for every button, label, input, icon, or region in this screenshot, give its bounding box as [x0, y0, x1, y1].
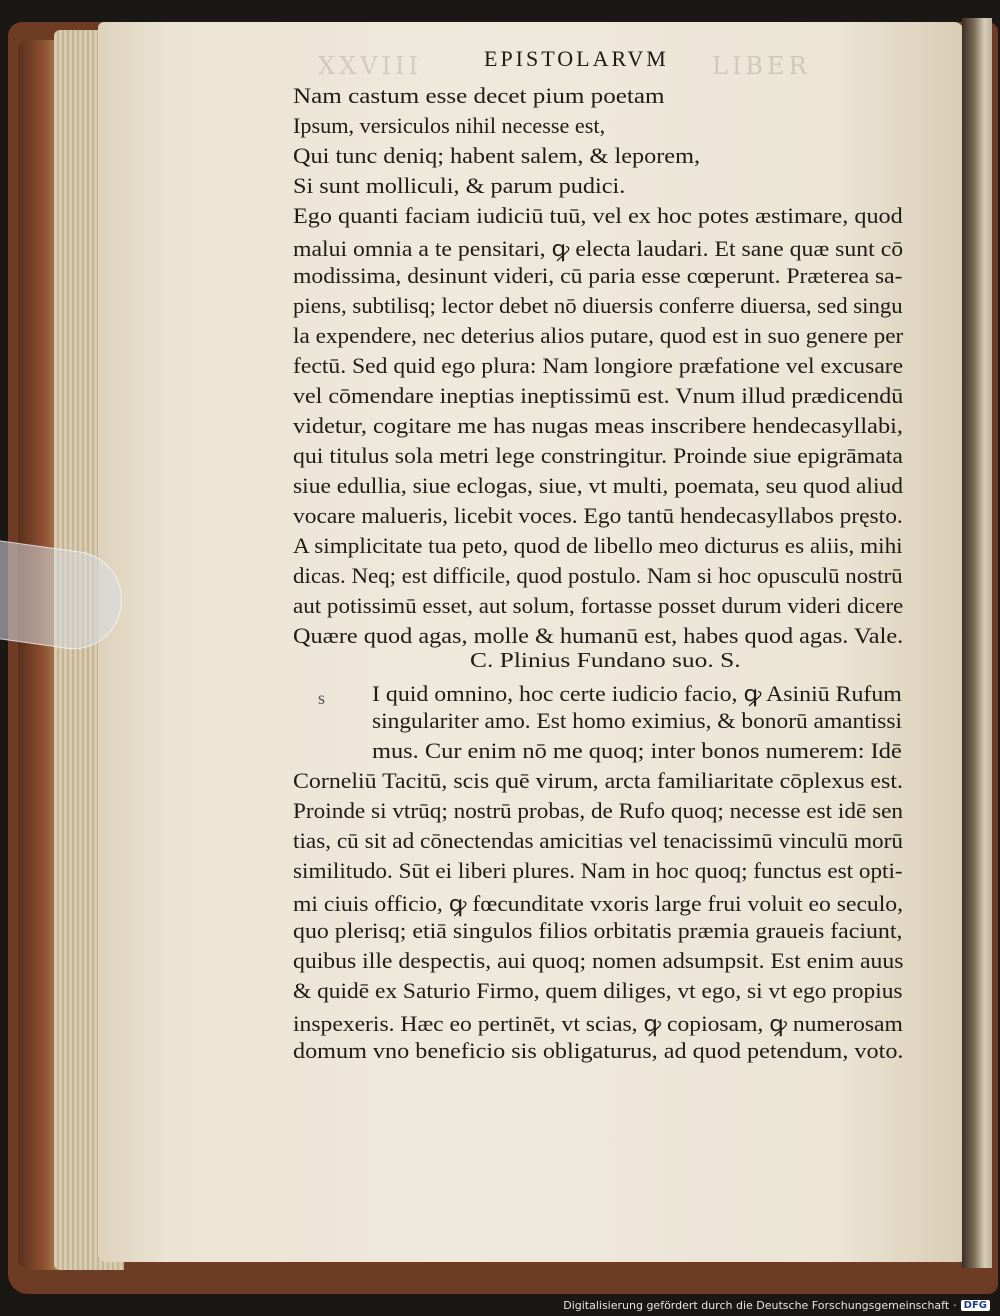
text-line: singulariter amo. Est homo eximius, & bonorū amantissi: [372, 708, 902, 733]
text-line: Ipsum, versiculos nihil necesse est,: [293, 113, 606, 138]
book-gutter: [962, 18, 992, 1268]
text-line: Si sunt molliculi, & parum pudici.: [293, 173, 626, 198]
text-line: mus. Cur enim nō me quoq; inter bonos numerem: Idē: [372, 738, 902, 763]
show-through-left: XXVIII: [318, 52, 422, 80]
text-line: A simplicitate tua peto, quod de libello meo dicturus es aliis, mihi: [293, 533, 903, 558]
text-line: malui omnia a te pensitari, ꝙ electa laudari. Et sane quæ sunt cō: [293, 236, 904, 261]
text-line: fectū. Sed quid ego plura: Nam longiore præfatione vel excusare: [293, 353, 904, 378]
text-line: qui titulus sola metri lege constringitur. Proinde siue epigrāmata: [293, 443, 903, 468]
letter-heading: C. Plinius Fundano suo. S.: [470, 648, 741, 672]
text-line: la expendere, nec deterius alios putare, quod est in suo genere per: [293, 323, 904, 348]
show-through-right: LIBER: [712, 52, 811, 80]
text-line: similitudo. Sūt ei liberi plures. Nam in hoc quoq; functus est opti-: [293, 858, 903, 883]
margin-letter: s: [318, 688, 326, 708]
text-line: modissima, desinunt videri, cū paria esse cœperunt. Præterea sa-: [293, 263, 903, 288]
text-line: quibus ille despectis, aui quoq; nomen adsumpsit. Est enim auus: [293, 948, 904, 973]
text-line: Quære quod agas, molle & humanū est, habes quod agas. Vale.: [293, 623, 904, 648]
text-line: Proinde si vtrūq; nostrū probas, de Rufo quoq; necesse est idē sen: [293, 798, 904, 823]
text-line: quo plerisq; etiā singulos filios orbitatis præmia graueis faciunt,: [293, 918, 903, 943]
text-line: Ego quanti faciam iudiciū tuū, vel ex hoc potes æstimare, quod: [293, 203, 903, 228]
cover-spine-edge: [18, 40, 58, 1270]
footer-text: Digitalisierung gefördert durch die Deutsche Forschungsgemeinschaft: [563, 1299, 950, 1312]
text-line: inspexeris. Hæc eo pertinēt, vt scias, ꝙ copiosam, ꝙ numerosam: [293, 1011, 903, 1036]
running-head: EPISTOLARVM: [484, 46, 669, 71]
text-line: Qui tunc deniq; habent salem, & leporem,: [293, 143, 701, 168]
text-line: Corneliū Tacitū, scis quē virum, arcta familiaritate cōplexus est.: [293, 768, 903, 793]
text-line: mi ciuis officio, ꝙ fœcunditate vxoris large frui voluit eo seculo,: [293, 891, 904, 916]
text-line: siue edullia, siue eclogas, siue, vt multi, poemata, seu quod aliud: [293, 473, 904, 498]
dfg-logo: DFG: [961, 1300, 990, 1311]
text-line: dicas. Neq; est difficile, quod postulo. Nam si hoc opusculū nostrū: [293, 563, 903, 588]
text-line: domum vno beneficio sis obligaturus, ad quod petendum, voto.: [293, 1038, 904, 1063]
text-line: & quidē ex Saturio Firmo, quem diliges, vt ego, si vt ego propius: [293, 978, 903, 1003]
text-line: aut potissimū esset, aut solum, fortasse posset durum videri dicere: [293, 593, 904, 618]
text-line: I quid omnino, hoc certe iudicio facio, ꝙ Asiniū Rufum: [372, 681, 902, 706]
text-line: Nam castum esse decet pium poetam: [293, 83, 665, 108]
text-line: vocare malueris, licebit voces. Ego tantū hendecasyllabos pręsto.: [293, 503, 903, 528]
text-line: piens, subtilisq; lector debet nō diuersis conferre diuersa, sed singu: [293, 293, 903, 318]
text-line: vel cōmendare ineptias ineptissimū est. Vnum illud prædicendū: [293, 383, 904, 408]
text-line: tias, cū sit ad cōnectendas amicitias vel tenacissimū vinculū morū: [293, 828, 903, 853]
digitization-footer: Digitalisierung gefördert durch die Deutsche Forschungsgemeinschaft · DFG: [563, 1299, 990, 1312]
text-line: videtur, cogitare me has nugas meas inscribere hendecasyllabi,: [293, 413, 903, 438]
